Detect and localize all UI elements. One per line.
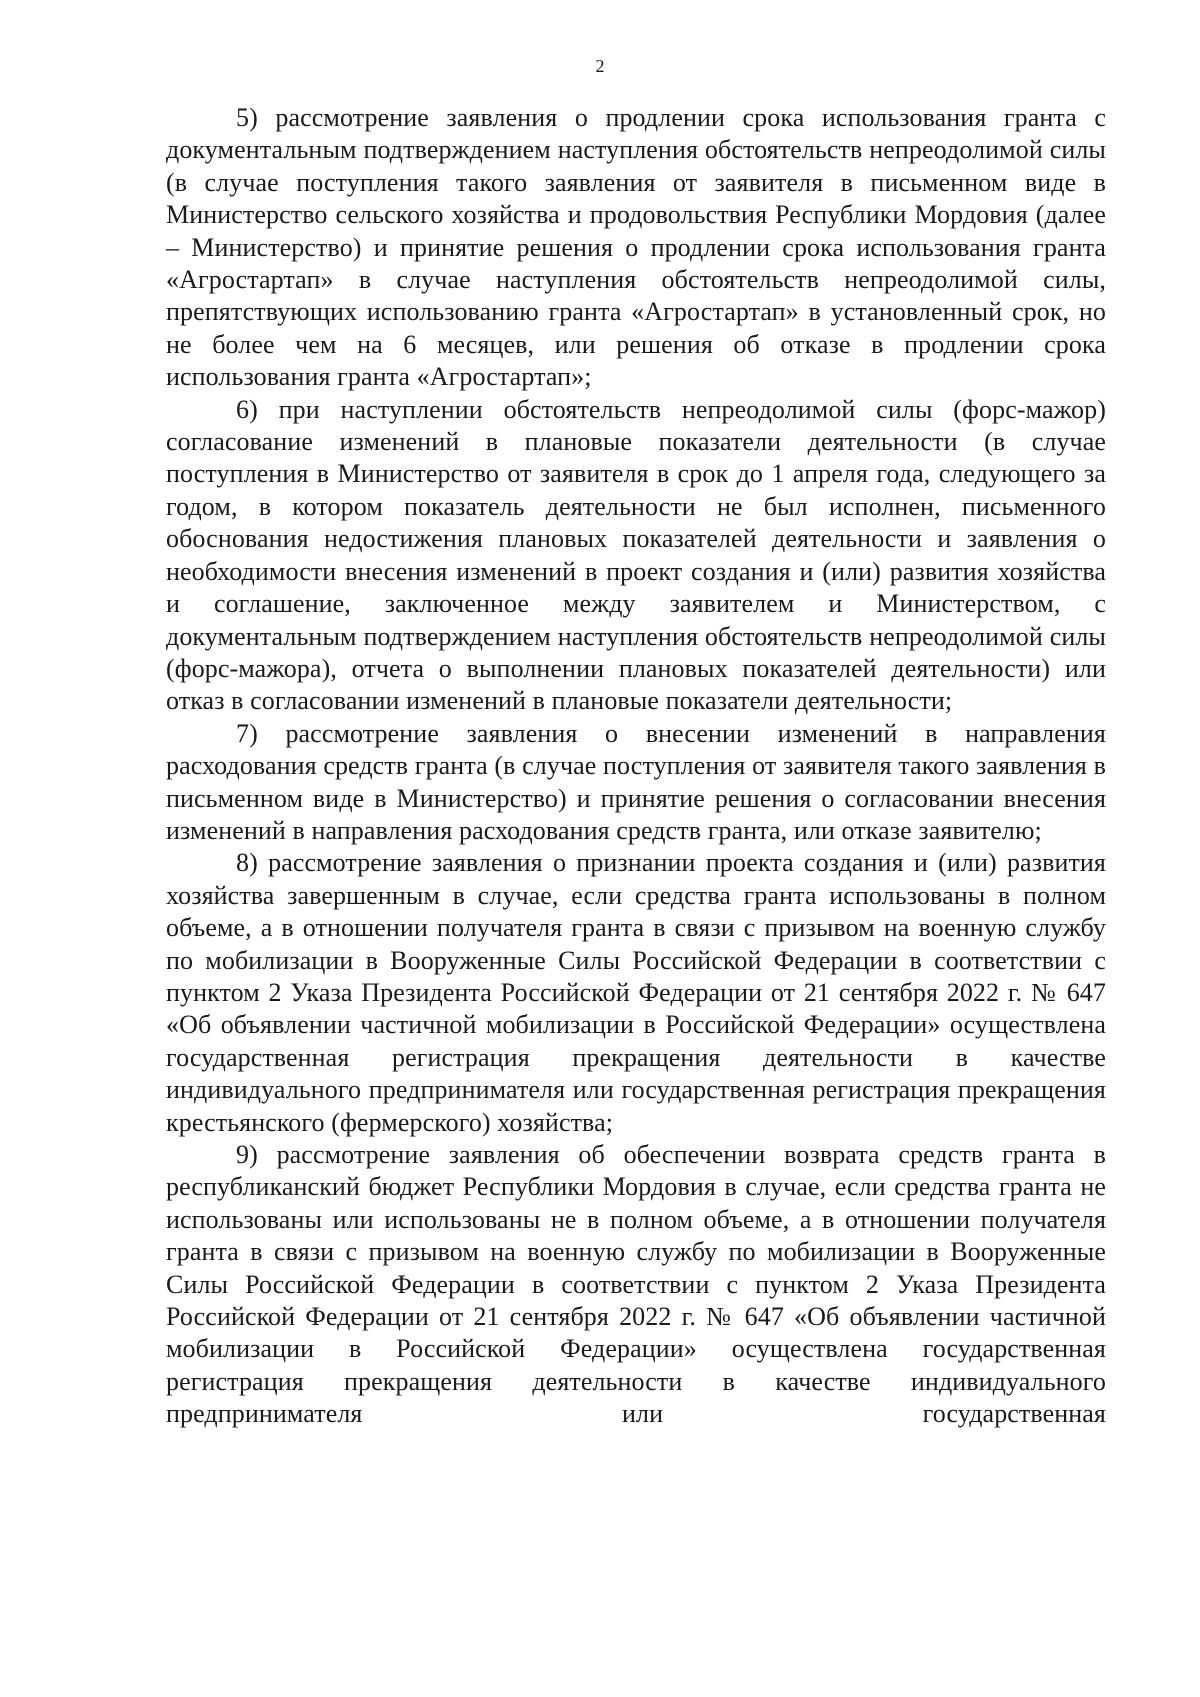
- paragraph-item-9: 9) рассмотрение заявления об обеспечении возврата средств гранта в республиканский бюджет Республики Мордовия в случае, если средства гранта не использованы или использованы не в полном объеме, а в отношении получателя гранта в связи с призывом на военную службу по мобилизации в Вооруженные Силы Российской Федерации в соответствии с пунктом 2 Указа Президента Российской Федерации от 21 сентября 2022 г. № 647 «Об объявлении частичной мобилизации в Российской Федерации» осуществлена государственная регистрация прекращения деятельности в качестве индивидуального предпринимателя или государственная: [166, 1140, 1106, 1429]
- page-number: 2: [595, 56, 605, 76]
- paragraph-item-7: 7) рассмотрение заявления о внесении изменений в направления расходования средств гранта (в случае поступления от заявителя такого заявления в письменном виде в Министерство) и принятие решения о согласовании внесения изменений в направления расходования средств гранта, или отказе заявителю;: [166, 718, 1106, 845]
- document-body: [166, 102, 1106, 1431]
- paragraph-item-8: 8) рассмотрение заявления о признании проекта создания и (или) развития хозяйства завершенным в случае, если средства гранта использованы в полном объеме, а в отношении получателя гранта в связи с призывом на военную службу по мобилизации в Вооруженные Силы Российской Федерации в соответствии с пунктом 2 Указа Президента Российской Федерации от 21 сентября 2022 г. № 647 «Об объявлении частичной мобилизации в Российской Федерации» осуществлена государственная регистрация прекращения деятельности в качестве индивидуального предпринимателя или государственная регистрация прекращения крестьянского (фермерского) хозяйства;: [166, 848, 1106, 1137]
- paragraph-item-5: 5) рассмотрение заявления о продлении срока использования гранта с документальным подтверждением наступления обстоятельств непреодолимой силы (в случае поступления такого заявления от заявителя в письменном виде в Министерство сельского хозяйства и продовольствия Республики Мордовия (далее – Министерство) и принятие решения о продлении срока использования гранта «Агростартап» в случае наступления обстоятельств непреодолимой силы, препятствующих использованию гранта «Агростартап» в установленный срок, но не более чем на 6 месяцев, или решения об отказе в продлении срока использования гранта «Агростартап»;: [166, 103, 1106, 392]
- paragraph-item-6: 6) при наступлении обстоятельств непреодолимой силы (форс-мажор) согласование изменений в плановые показатели деятельности (в случае поступления в Министерство от заявителя в срок до 1 апреля года, следующего за годом, в котором показатель деятельности не был исполнен, письменного обоснования недостижения плановых показателей деятельности и заявления о необходимости внесения изменений в проект создания и (или) развития хозяйства и соглашение, заключенное между заявителем и Министерством, с документальным подтверждением наступления обстоятельств непреодолимой силы (форс-мажора), отчета о выполнении плановых показателей деятельности) или отказ в согласовании изменений в плановые показатели деятельности;: [166, 394, 1106, 716]
